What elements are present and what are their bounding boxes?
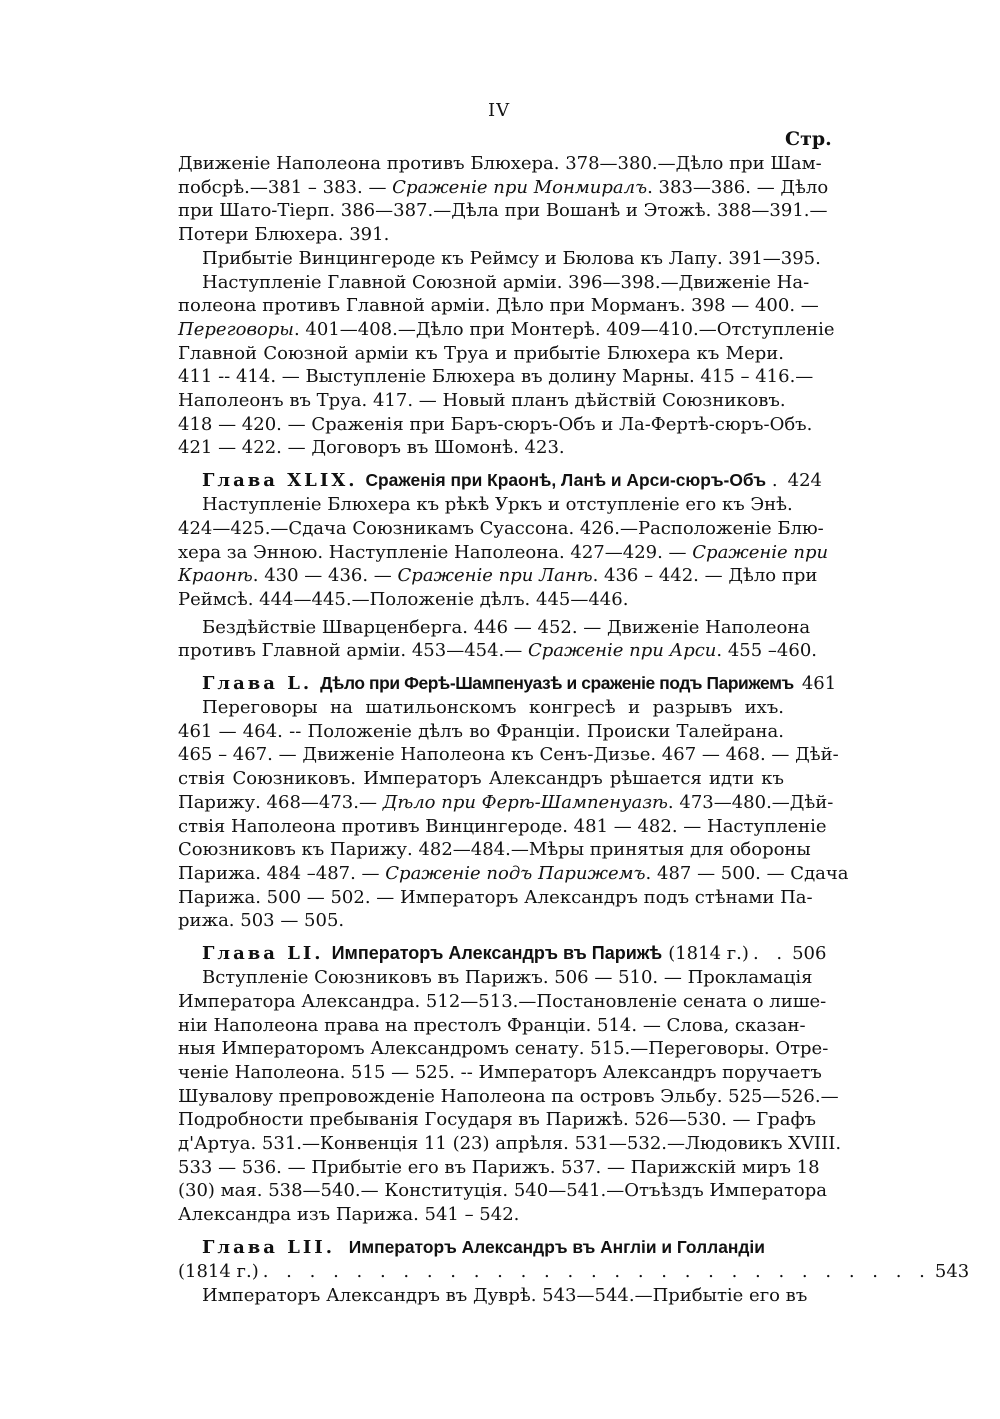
chapter-label: Глава L.: [202, 673, 313, 695]
toc-text: Парижу. 468—473.—: [178, 791, 383, 813]
toc-line: 411 -- 414. — Выступленіе Блюхера въ долину Марны. 415 – 416.—: [178, 366, 814, 388]
leader-dots: . .: [752, 943, 789, 965]
toc-line: Наступленіе Блюхера къ рѣкѣ Уркъ и отступленіе его къ Энѣ.: [202, 494, 793, 516]
leader-dots: . . . . . . . . . . . . . . . . . . . . . . . . . . . . .: [262, 1260, 931, 1282]
toc-line: [178, 318, 835, 342]
chapter-heading: [178, 468, 822, 493]
toc-line: 465 – 467. — Движеніе Наполеона къ Сенъ-Дизье. 467 — 468. — Дѣй-: [178, 744, 839, 766]
chapter-title: Сраженія при Краонѣ, Ланѣ и Арси-сюръ-Объ: [365, 470, 767, 491]
toc-battle-title: Сраженіе при Ланѣ: [397, 565, 593, 587]
toc-line: 533 — 536. — Прибытіе его въ Парижъ. 537. — Парижскій миръ 18: [178, 1156, 820, 1178]
leader-dots: .: [771, 470, 784, 492]
toc-line: Наступленіе Главной Союзной арміи. 396—398.—Движеніе На-: [202, 271, 810, 293]
toc-battle-title: Краонѣ: [178, 565, 253, 587]
toc-paragraph: [178, 616, 817, 663]
chapter-heading: [178, 671, 837, 696]
chapter-heading: [178, 941, 827, 966]
chapter-year: (1814 г.): [178, 1260, 259, 1282]
chapter-heading-row: [178, 1235, 822, 1260]
toc-text: противъ Главной арміи. 453—454.—: [178, 640, 528, 662]
toc-line: ніи Наполеона права на престолъ Франціи. 514. — Слова, сказан-: [178, 1014, 806, 1036]
toc-text: хера за Энною. Наступленіе Наполеона. 427—429. —: [178, 541, 693, 563]
toc-paragraph: [178, 966, 842, 1227]
toc-line: (30) мая. 538—540.— Конституція. 540—541.—Отъѣздъ Императора: [178, 1180, 828, 1202]
toc-paragraph: [178, 152, 829, 247]
toc-text: . 487 — 500. — Сдача: [645, 862, 849, 884]
toc-line: [178, 564, 818, 588]
toc-line: Союзниковъ къ Парижу. 482—484.—Мѣры принятыя для обороны: [178, 839, 811, 861]
toc-line: ствія Союзниковъ. Императоръ Александръ рѣшается идти къ: [178, 768, 784, 790]
toc-text: . 436 – 442. — Дѣло при: [592, 565, 818, 587]
toc-text: . 455 –460.: [716, 640, 817, 662]
toc-line: ченіе Наполеона. 515 — 525. -- Императоръ Александръ поручаетъ: [178, 1061, 822, 1083]
toc-line: 421 — 422. — Договоръ въ Шомонѣ. 423.: [178, 437, 565, 459]
toc-line: 461 — 464. -- Положеніе дѣлъ во Франціи. Происки Талейрана.: [178, 720, 784, 742]
toc-battle-title: Сраженіе подъ Парижемъ: [385, 862, 646, 884]
chapter-title: Императоръ Александръ въ Англіи и Голландіи: [348, 1236, 765, 1257]
chapter-page-number: 424: [787, 470, 822, 492]
toc-line: [178, 541, 829, 565]
toc-battle-title: Сраженіе при Монмиралъ: [392, 176, 648, 198]
toc-line: при Шато-Тіерп. 386—387.—Дѣла при Вошанѣ и Этожѣ. 388—391.—: [178, 200, 828, 222]
toc-line: [178, 639, 817, 663]
toc-line: Бездѣйствіе Шварценберга. 446 — 452. — Движеніе Наполеона: [202, 616, 811, 638]
page-number: IV: [488, 100, 511, 121]
toc-paragraph: [178, 247, 821, 271]
chapter-page-number: 543: [934, 1260, 970, 1282]
toc-text: Парижа. 484 –487. —: [178, 862, 386, 884]
chapter-label: Глава LI.: [202, 943, 324, 965]
toc-line: Прибытіе Винцингероде къ Реймсу и Бюлова къ Лапу. 391—395.: [202, 247, 821, 269]
toc-line: Шувалову препровожденіе Наполеона па островъ Эльбу. 525—526.—: [178, 1085, 839, 1107]
chapter-page-number: 461: [801, 673, 837, 695]
toc-text: побсрѣ.—381 – 383. —: [178, 176, 393, 198]
toc-line: Переговоры на шатильонскомъ конгресѣ и разрывъ ихъ.: [202, 697, 784, 719]
chapter-title: Императоръ Александръ въ Парижѣ: [331, 943, 663, 964]
toc-line: 424—425.—Сдача Союзникамъ Суассона. 426.—Расположеніе Блю-: [178, 517, 824, 539]
toc-paragraph: [178, 271, 835, 461]
chapter-year: (1814 г.): [668, 943, 749, 965]
toc-line: ствія Наполеона противъ Винцингероде. 481 — 482. — Наступленіе: [178, 815, 827, 837]
toc-battle-title: Сраженіе при: [692, 541, 829, 563]
toc-line: Парижа. 500 — 502. — Императоръ Александръ подъ стѣнами Па-: [178, 886, 813, 908]
chapter-label: Глава LII.: [202, 1236, 335, 1258]
chapter-page-number: 506: [792, 943, 827, 965]
chapter-title: Дѣло при Ферѣ-Шампенуазѣ и сраженіе подъ Парижемъ: [320, 673, 794, 694]
chapter-heading-row: [178, 1260, 970, 1284]
toc-line: Наполеонъ въ Труа. 417. — Новый планъ дѣйствій Союзниковъ.: [178, 390, 786, 412]
page-column-label: Стр.: [785, 128, 832, 150]
toc-line: д'Артуа. 531.—Конвенція 11 (23) апрѣля. 531—532.—Людовикъ XVIII.: [178, 1133, 842, 1155]
toc-line: Потери Блюхера. 391.: [178, 224, 390, 246]
toc-line: [178, 176, 829, 200]
toc-text: . 473—480.—Дѣй-: [667, 791, 834, 813]
toc-line: Александра изъ Парижа. 541 – 542.: [178, 1204, 520, 1226]
toc-italic-term: Переговоры: [178, 318, 294, 340]
toc-line: Императоръ Александръ въ Дуврѣ. 543—544.—Прибытіе его въ: [202, 1284, 808, 1306]
toc-line: Реймсѣ. 444—445.—Положеніе дѣлъ. 445—446.: [178, 588, 629, 610]
toc-battle-title: Сраженіе при Арси: [528, 640, 717, 662]
toc-line: полеона противъ Главной арміи. Дѣло при Морманъ. 398 — 400. —: [178, 295, 819, 317]
toc-line: ныя Императоромъ Александромъ сенату. 515.—Переговоры. Отре-: [178, 1038, 829, 1060]
toc-battle-title: Дѣло при Ферѣ-Шампенуазѣ: [382, 791, 668, 813]
toc-paragraph: [178, 696, 849, 933]
table-of-contents: [178, 152, 970, 1308]
toc-line: рижа. 503 — 505.: [178, 910, 345, 932]
toc-line: Вступленіе Союзниковъ въ Парижъ. 506 — 510. — Прокламація: [202, 967, 813, 989]
toc-paragraph: [178, 493, 829, 612]
toc-text: . 401—408.—Дѣло при Монтерѣ. 409—410.—Отступленіе: [293, 318, 835, 340]
toc-line: 418 — 420. — Сраженія при Баръ-сюръ-Объ и Ла-Фертѣ-сюръ-Объ.: [178, 413, 813, 435]
toc-line: Движеніе Наполеона противъ Блюхера. 378—380.—Дѣло при Шам-: [178, 153, 822, 174]
chapter-heading: [178, 1235, 970, 1284]
toc-paragraph: [178, 1284, 808, 1308]
toc-line: Подробности пребыванія Государя въ Парижѣ. 526—530. — Графъ: [178, 1109, 816, 1131]
toc-line: [178, 791, 834, 815]
toc-text: . 383—386. — Дѣло: [647, 176, 829, 198]
toc-line: Императора Александра. 512—513.—Постановленіе сената о лише-: [178, 990, 827, 1012]
toc-text: . 430 — 436. —: [252, 565, 398, 587]
chapter-label: Глава XLIX.: [202, 470, 358, 492]
toc-line: [178, 862, 849, 886]
toc-line: Главной Союзной арміи къ Труа и прибытіе Блюхера къ Мери.: [178, 342, 784, 364]
